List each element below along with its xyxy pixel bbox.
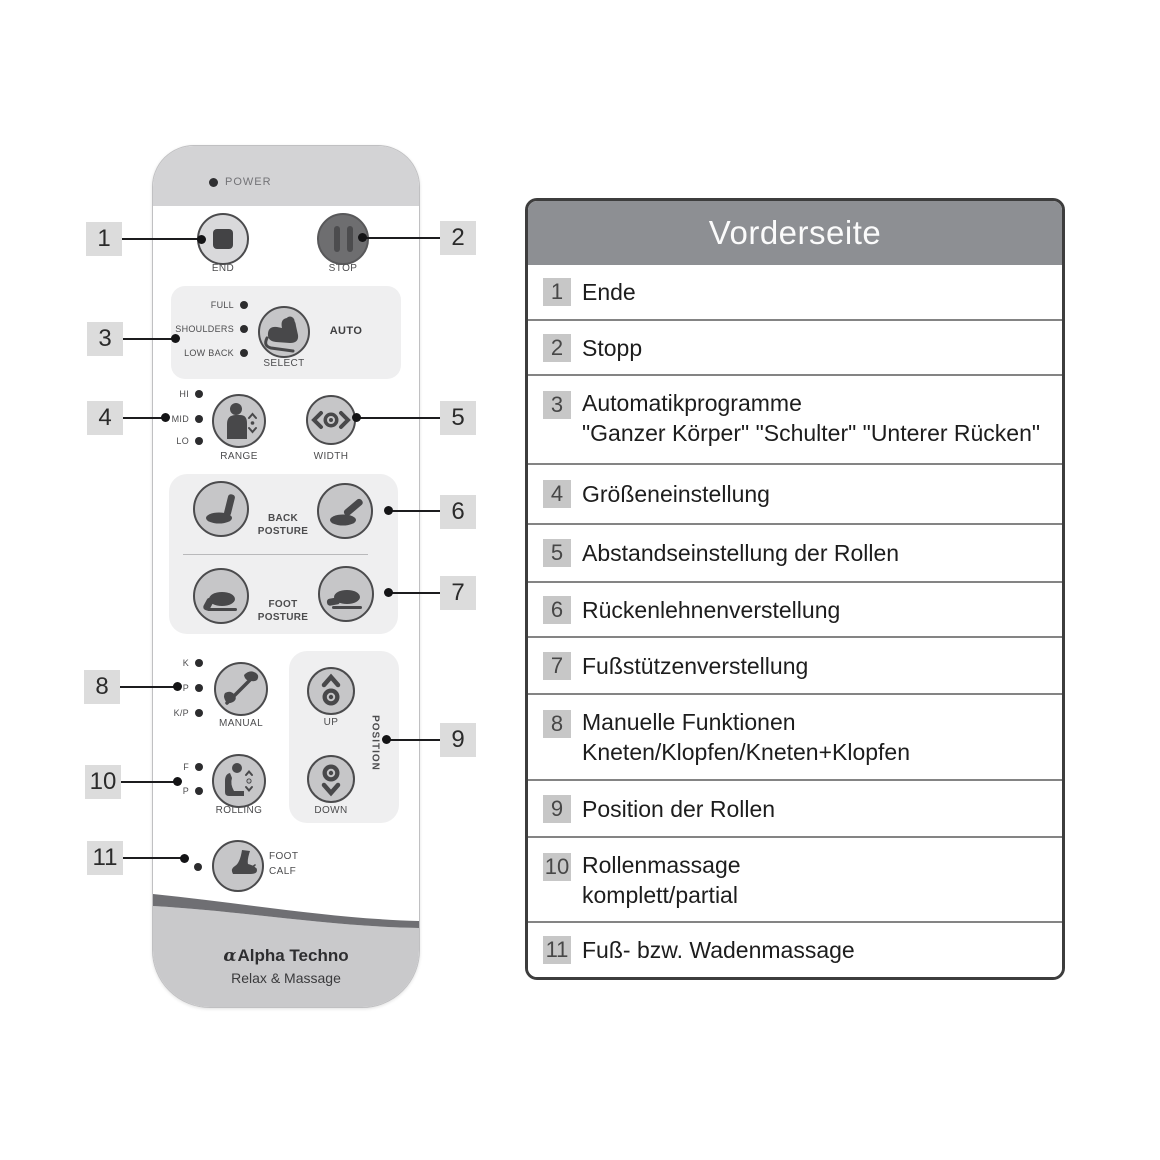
position-up-button [307,667,355,715]
manual-led-k [161,656,203,670]
rolling-led-p [161,784,203,798]
row-text-line: "Ganzer Körper" "Schulter" "Unterer Rücken" [582,420,1041,446]
callout-11-line [123,857,185,859]
manual-label: MANUAL [218,718,264,729]
range-label: RANGE [220,451,258,462]
led-label: K [182,658,189,668]
auto-led-shoulders [168,322,248,336]
callout-10-line [121,781,178,783]
footrest-down-icon [198,573,244,619]
led-dot [195,709,203,717]
led-label: LO [176,436,189,446]
row-text-line: Manuelle Funktionen [582,709,796,735]
rolling-led-f [161,760,203,774]
row-text-line: Ende [582,279,636,305]
arrow-down-icon [311,759,351,799]
remote-top-band [153,146,419,206]
table-row [528,265,1062,319]
callout-3-dot [171,334,180,343]
led-dot [195,390,203,398]
callout-9-dot [382,735,391,744]
auto-label: AUTO [329,325,363,337]
callout-5-line [357,417,440,419]
callout-10-dot [173,777,182,786]
arrow-up-icon [311,671,351,711]
table-row [528,374,1062,463]
callout-2-dot [358,233,367,242]
range-button [212,394,266,448]
rolling-button [212,754,266,808]
foot-posture-line2: POSTURE [257,612,309,623]
row-number-badge: 9 [543,795,571,823]
row-number-badge: 5 [543,539,571,567]
callout-4-dot [161,413,170,422]
table-title: Vorderseite [528,201,1062,265]
stop-button-label: STOP [328,263,358,274]
callout-9-box: 9 [440,723,476,757]
foot-posture-down-button [193,568,249,624]
power-indicator [209,176,272,188]
row-text-line: Position der Rollen [582,795,776,822]
table-row [528,921,1062,977]
swoosh-graphic [153,881,420,1008]
row-number-badge: 2 [543,334,571,362]
foot-posture-line1: FOOT [268,599,298,610]
row-text-line: Stopp [582,334,643,361]
led-dot [195,684,203,692]
foot-calf-line2: CALF [269,866,297,877]
foot-calf-line1: FOOT [269,851,299,862]
power-label: POWER [225,176,272,188]
led-dot [195,787,203,795]
callout-5-dot [352,413,361,422]
select-label: SELECT [263,358,305,369]
width-label: WIDTH [313,451,349,462]
manual-led-p [161,681,203,695]
foot-calf-led-dot [194,863,202,871]
back-posture-label [258,512,308,538]
led-dot [195,763,203,771]
callout-2-line [363,237,440,239]
width-rollers-icon [310,399,352,441]
led-dot [195,437,203,445]
led-label: K/P [173,708,189,718]
callout-6-line [389,510,440,512]
led-dot [240,349,248,357]
rolling-label: ROLLING [215,805,263,816]
callout-8-line [120,686,178,688]
down-label: DOWN [314,805,348,816]
footrest-up-icon [323,571,369,617]
led-label: P [182,786,189,796]
led-label: F [183,762,189,772]
end-icon [213,229,233,249]
led-label: SHOULDERS [175,324,234,334]
end-button-label: END [211,263,235,274]
led-dot [240,301,248,309]
range-led-hi [161,387,203,401]
row-text-line: Fuß- bzw. Wadenmassage [582,937,855,963]
row-number-badge: 3 [543,391,571,419]
row-number-badge: 1 [543,278,571,306]
range-led-lo [161,434,203,448]
table-row [528,523,1062,581]
table-row [528,463,1062,523]
row-number-badge: 11 [543,936,571,964]
led-label: MID [171,414,189,424]
alpha-logo: α [223,946,237,966]
row-number-badge: 6 [543,596,571,624]
back-posture-line2: POSTURE [257,526,309,537]
callout-5-box: 5 [440,401,476,435]
posture-divider [183,554,368,555]
table-row [528,636,1062,693]
callout-1-line [122,238,202,240]
row-text-line: Rückenlehnenverstellung [582,596,841,623]
row-text-line: Automatikprogramme [582,390,802,416]
back-posture-recline-button [317,483,373,539]
callout-6-box: 6 [440,495,476,529]
row-text-line: Abstandseinstellung der Rollen [582,540,900,566]
hands-manual-icon [218,666,264,712]
chair-back-upright-icon [198,486,244,532]
callout-6-dot [384,506,393,515]
table-row [528,836,1062,921]
callout-11-box: 11 [87,841,123,875]
row-text-line: Kneten/Klopfen/Kneten+Klopfen [582,739,911,765]
row-text-line: Größeneinstellung [582,481,770,507]
table-row [528,581,1062,636]
row-number-badge: 4 [543,480,571,508]
row-number-badge: 7 [543,652,571,680]
up-label: UP [323,717,339,728]
massage-chair-icon [262,310,306,354]
led-dot [195,659,203,667]
callout-10-box: 10 [85,765,121,799]
power-led-dot [209,178,218,187]
position-label: POSITION [369,715,381,771]
callout-4-box: 4 [87,401,123,435]
chair-back-recline-icon [322,488,368,534]
auto-select-button [258,306,310,358]
foot-calf-label [269,849,298,879]
row-number-badge: 8 [543,710,571,738]
callout-8-dot [173,682,182,691]
foot-posture-label [258,598,308,624]
width-button [306,395,356,445]
callout-7-line [389,592,440,594]
position-down-button [307,755,355,803]
led-dot [240,325,248,333]
brand-tagline: Relax & Massage [231,970,341,986]
foot-posture-up-button [318,566,374,622]
led-label: LOW BACK [184,348,234,358]
callout-1-box: 1 [86,222,122,256]
pause-icon [334,226,353,252]
callout-3-line [123,338,178,340]
row-text-line: Rollenmassage [582,852,741,878]
remote-control [152,145,420,1008]
callout-1-dot [197,235,206,244]
callout-7-box: 7 [440,576,476,610]
led-label: FULL [210,300,234,310]
rolling-person-icon [216,758,262,804]
callout-2-box: 2 [440,221,476,255]
led-label: P [182,683,189,693]
callout-8-box: 8 [84,670,120,704]
auto-led-lowback [168,346,248,360]
callout-3-box: 3 [87,322,123,356]
auto-led-full [168,298,248,312]
manual-button [214,662,268,716]
row-number-badge: 10 [544,854,570,879]
legend-table [525,198,1065,980]
row-text-line: Fußstützenverstellung [582,652,809,679]
back-posture-up-button [193,481,249,537]
table-row [528,779,1062,836]
back-posture-line1: BACK [267,513,299,524]
table-row [528,693,1062,779]
manual-led-kp [161,706,203,720]
brand-name-text: Alpha Techno [237,946,349,965]
callout-11-dot [180,854,189,863]
callout-7-dot [384,588,393,597]
callout-9-line [387,739,440,741]
person-range-icon [216,398,262,444]
brand-name [153,946,419,966]
led-dot [195,415,203,423]
led-label: HI [179,389,189,399]
row-text-line: komplett/partial [582,882,738,908]
table-row [528,319,1062,374]
